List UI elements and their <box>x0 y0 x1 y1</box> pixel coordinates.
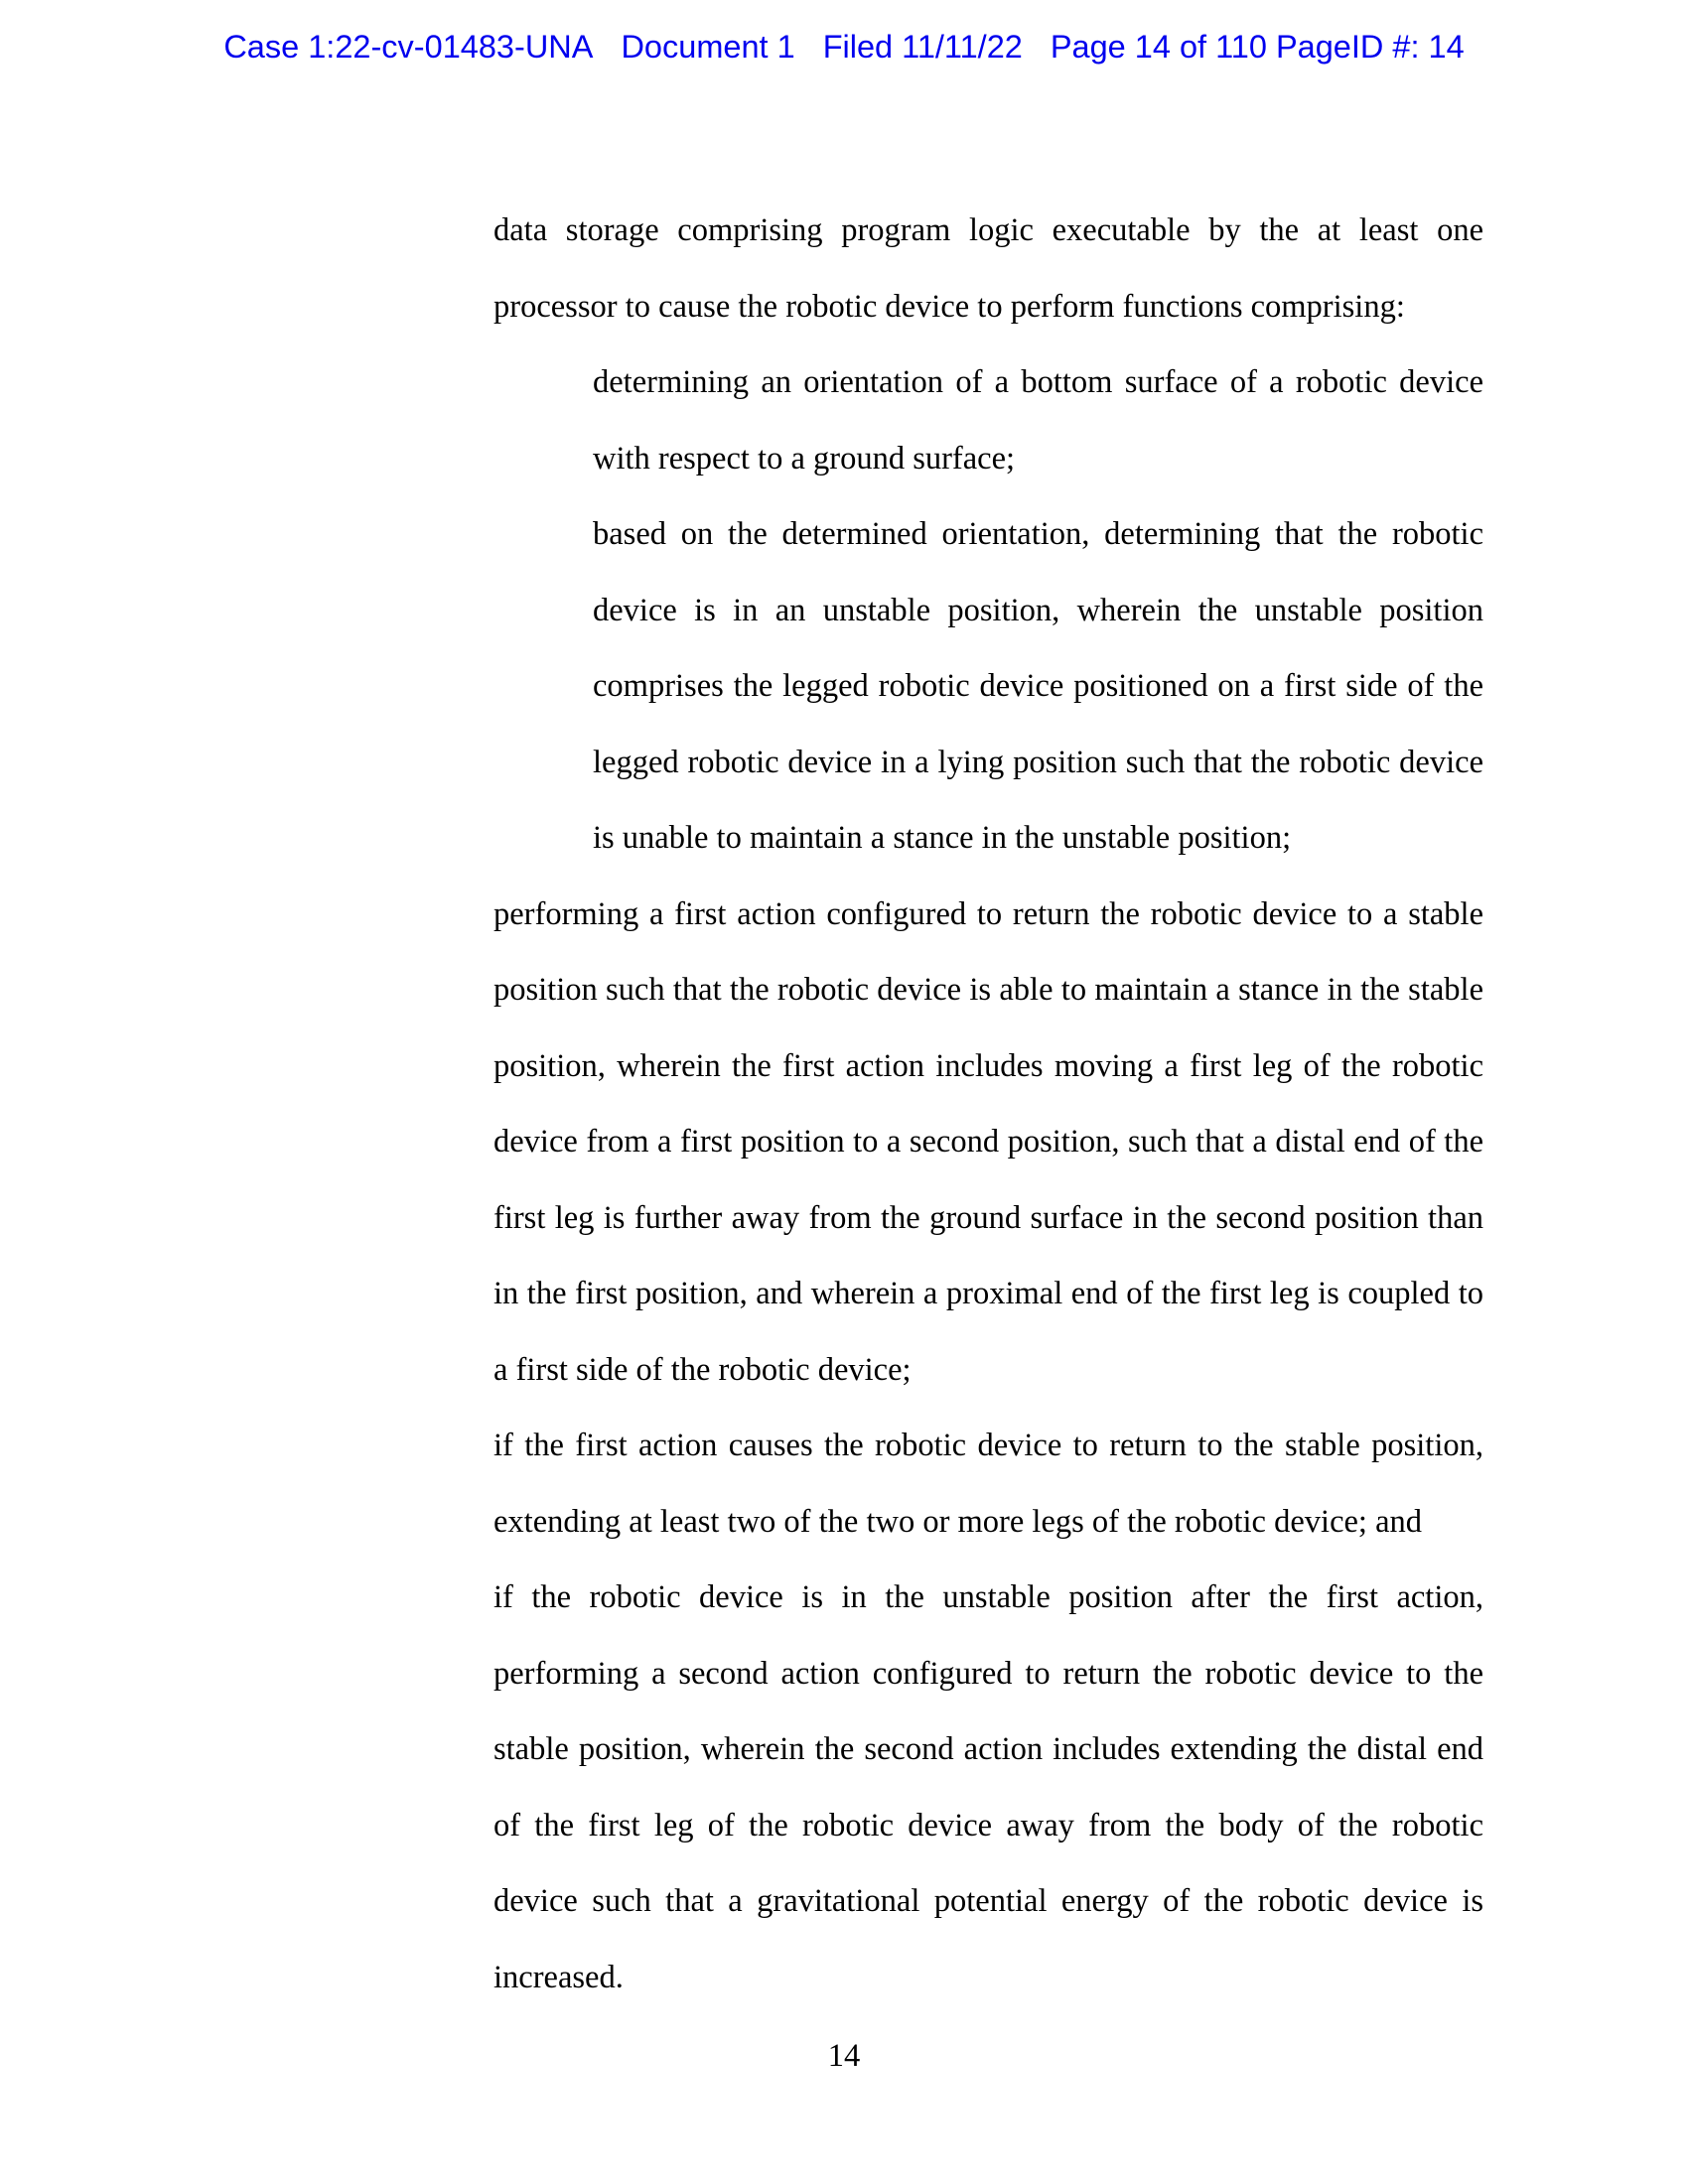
header-filed-date: Filed 11/11/22 <box>822 29 1023 65</box>
claim-paragraph-data-storage: data storage comprising program logic executable by the at least one processor to cause the robotic device to perform functions comprising: <box>493 212 1483 325</box>
filing-header <box>0 28 1688 67</box>
header-case-number: Case 1:22-cv-01483-UNA <box>223 29 594 65</box>
page-number: 14 <box>827 2038 861 2074</box>
claim-paragraph-second-action: if the robotic device is in the unstable position after the first action, performing a second action configured to return the robotic device to the stable position, wherein the second action includes extending the distal end of the first leg of the robotic device away from the body of the robotic device such that a gravitational potential energy of the robotic device is increased. <box>493 1579 1483 1995</box>
claim-paragraph-extending-legs: if the first action causes the robotic device to return to the stable position, extending at least two of the two or more legs of the robotic device; and <box>493 1428 1483 1540</box>
claim-paragraph-first-action: performing a first action configured to return the robotic device to a stable position such that the robotic device is able to maintain a stance in the stable position, wherein the first action includes moving a first leg of the robotic device from a first position to a second position, such that a distal end of the first leg is further away from the ground surface in the second position than in the first position, and wherein a proximal end of the first leg is coupled to a first side of the robotic device; <box>493 895 1483 1388</box>
document-body <box>493 193 1483 2015</box>
header-document-number: Document 1 <box>621 29 795 65</box>
claim-paragraph-determining-orientation: determining an orientation of a bottom surface of a robotic device with respect to a ground surface; <box>593 364 1483 477</box>
header-page-info: Page 14 of 110 PageID #: 14 <box>1050 29 1465 65</box>
claim-paragraph-unstable-position: based on the determined orientation, determining that the robotic device is in an unstable position, wherein the unstable position comprises the legged robotic device positioned on a first side of the legged robotic device in a lying position such that the robotic device is unable to maintain a stance in the unstable position; <box>593 516 1483 856</box>
